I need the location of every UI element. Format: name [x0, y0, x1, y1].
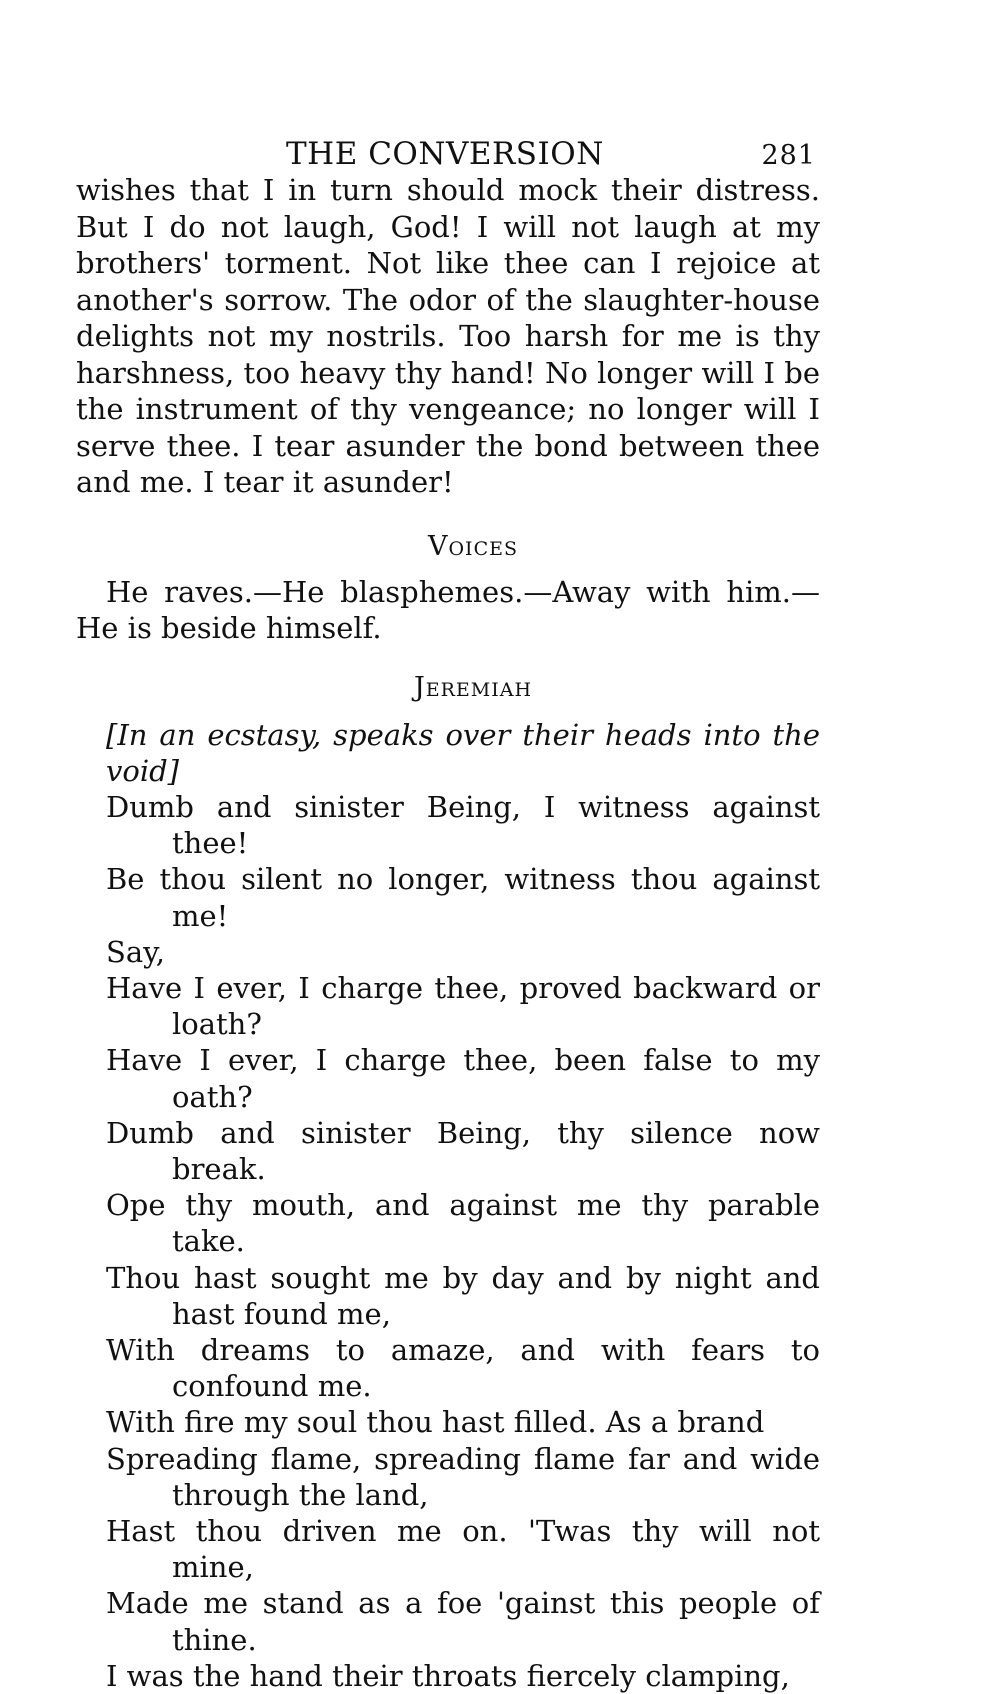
verse-line: Dumb and sinister Being, thy silence now break.: [106, 1115, 820, 1186]
verse-block: [76, 717, 820, 1694]
verse-line: I was the hand their throats fiercely clamping,: [106, 1658, 790, 1693]
verse-line: Spreading flame, spreading flame far and wide through the land,: [106, 1441, 820, 1512]
verse-line: Made me stand as a foe 'gainst this people of thine.: [106, 1586, 820, 1657]
speaker-jeremiah: [76, 672, 820, 703]
speaker-jeremiah-label: Jeremiah: [413, 671, 533, 703]
verse-line: Thou hast sought me by day and by night and hast found me,: [106, 1260, 820, 1331]
verse-line: With fire my soul thou hast filled. As a brand: [106, 1405, 765, 1440]
voices-speech: He raves.—He blasphemes.—Away with him.—He is beside himself.: [76, 574, 820, 645]
verse-line: Be thou silent no longer, witness thou against me!: [106, 862, 820, 933]
page-number: 281: [761, 140, 816, 171]
book-page: [76, 128, 820, 1694]
verse-line: Have I ever, I charge thee, proved backward or loath?: [106, 970, 820, 1042]
verse-line: With dreams to amaze, and with fears to confound me.: [106, 1332, 820, 1404]
verse-line: Hast thou driven me on. 'Twas thy will not mine,: [106, 1513, 820, 1585]
stage-direction: [In an ecstasy, speaks over their heads into the void]: [106, 717, 820, 788]
prose-paragraph: wishes that I in turn should mock their distress. But I do not laugh, God! I will not laugh at my brothers' torment. Not like thee can I rejoice at another's sorrow. The odor of the slaughter-house delights not my nostrils. Too harsh for me is thy harshness, too heavy thy hand! No longer will I be the instrument of thy vengeance; no longer will I serve thee. I tear asunder the bond between thee and me. I tear it asunder!: [76, 173, 820, 499]
verse-line: Dumb and sinister Being, I witness against thee!: [106, 789, 820, 861]
verse-line: Say,: [106, 934, 165, 969]
speaker-voices-label: Voices: [427, 530, 518, 562]
verse-line: Ope thy mouth, and against me thy parable take.: [106, 1188, 820, 1259]
verse-line: Have I ever, I charge thee, been false to my oath?: [106, 1043, 820, 1114]
running-head: [76, 128, 820, 172]
running-title: THE CONVERSION: [286, 136, 604, 172]
speaker-voices: [76, 531, 820, 562]
